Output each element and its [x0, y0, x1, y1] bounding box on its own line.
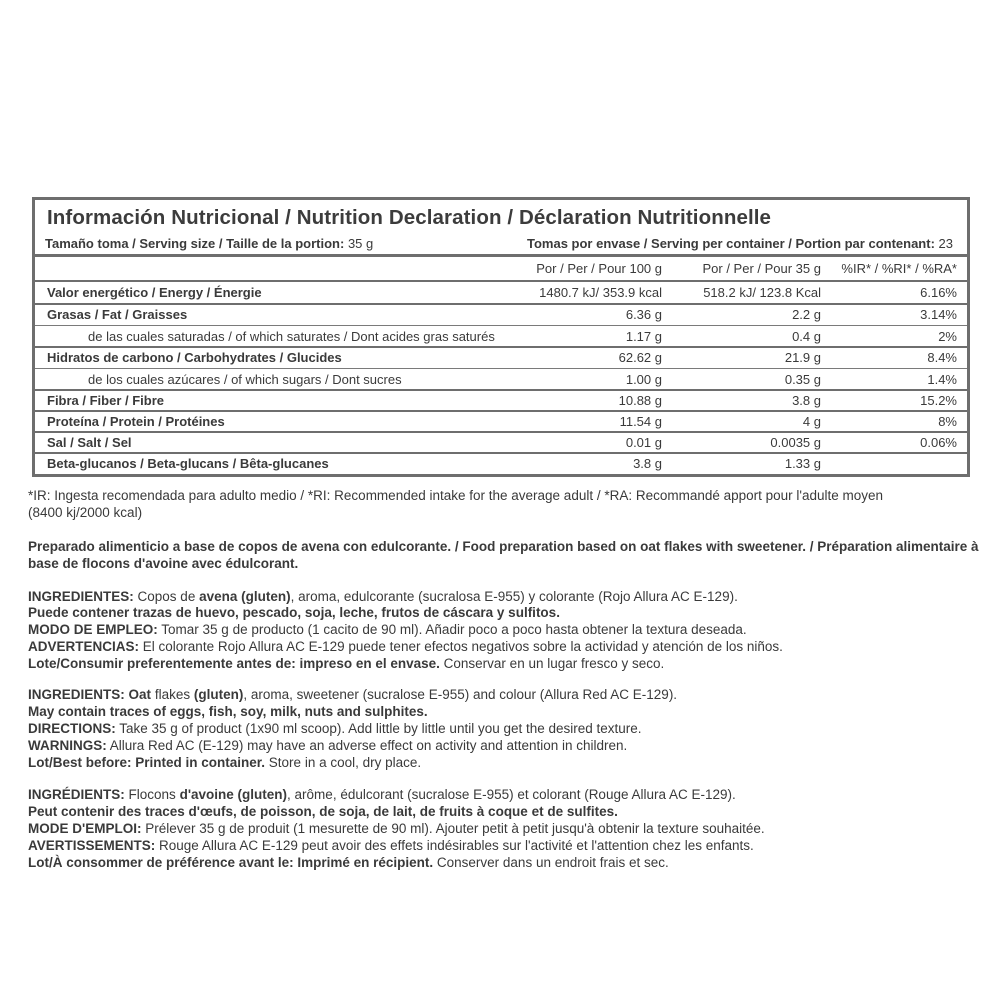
col-ri: %IR* / %RI* / %RA*: [841, 261, 957, 276]
per-100g-value: 11.54 g: [619, 414, 662, 429]
ri-value: 1.4%: [927, 372, 957, 387]
per-35g-value: 0.4 g: [792, 329, 821, 344]
es-ingredients-label: INGREDIENTES:: [28, 589, 134, 604]
row-label: Grasas / Fat / Graisses: [47, 307, 188, 322]
description-line-1: Preparado alimenticio a base de copos de avena con edulcorante. / Food preparation based on oat flakes with sweetener. / Préparation alimentaire à: [28, 539, 979, 554]
fr-allergens: Peut contenir des traces d'œufs, de poisson, de soja, de lait, de fruits à coque et de sulfites.: [28, 804, 618, 819]
header-rule: [35, 254, 967, 257]
per-100g-value: 10.88 g: [618, 393, 662, 408]
table-row: [35, 369, 967, 390]
ri-value: 2%: [938, 329, 957, 344]
footnote-line-2: (8400 kj/2000 kcal): [28, 505, 143, 520]
per-35g-value: 21.9 g: [784, 350, 821, 365]
table-row: [35, 326, 967, 347]
col-per-35g: Por / Per / Pour 35 g: [702, 261, 821, 276]
row-label: Proteína / Protein / Protéines: [47, 414, 225, 429]
row-label: Hidratos de carbono / Carbohydrates / Glucides: [47, 350, 342, 365]
panel-title: Información Nutricional / Nutrition Declaration / Déclaration Nutritionnelle: [47, 206, 772, 229]
ri-value: 8%: [938, 414, 957, 429]
ri-value: 3.14%: [920, 307, 957, 322]
footnote-line-1: *IR: Ingesta recomendada para adulto medio / *RI: Recommended intake for the average adult / *RA: Recommandé apport pour l'adulte moyen: [28, 488, 884, 503]
fr-lot: Lot/À consommer de préférence avant le: Imprimé en récipient. Conserver dans un endroit frais et sec.: [28, 855, 669, 870]
per-35g-value: 2.2 g: [792, 307, 821, 322]
serving-size: Tamaño toma / Serving size / Taille de la portion: 35 g: [45, 236, 374, 251]
fr-ingredients: INGRÉDIENTS: Flocons d'avoine (gluten), arôme, édulcorant (sucralose E-955) et colorant (Rouge Allura AC E-129).: [28, 787, 736, 802]
per-100g-value: 6.36 g: [625, 307, 662, 322]
row-label: Beta-glucanos / Beta-glucans / Bêta-glucanes: [47, 456, 329, 471]
es-lot: Lote/Consumir preferentemente antes de: impreso en el envase. Conservar en un lugar fresco y seco.: [28, 656, 665, 671]
per-35g-value: 1.33 g: [784, 456, 821, 471]
es-warnings: ADVERTENCIAS: El colorante Rojo Allura AC E-129 puede tener efectos negativos sobre la actividad y atención de los niños.: [28, 639, 783, 654]
en-warnings: WARNINGS: Allura Red AC (E-129) may have an adverse effect on activity and attention in children.: [28, 738, 628, 753]
per-100g-value: 0.01 g: [625, 435, 662, 450]
per-100g-value: 1480.7 kJ/ 353.9 kcal: [539, 285, 662, 300]
table-row: [35, 304, 967, 325]
per-100g-value: 1.17 g: [625, 329, 662, 344]
per-35g-value: 0.35 g: [784, 372, 821, 387]
per-35g-value: 3.8 g: [792, 393, 821, 408]
per-35g-value: 4 g: [802, 414, 821, 429]
per-100g-value: 3.8 g: [633, 456, 662, 471]
es-allergens: Puede contener trazas de huevo, pescado, soja, leche, frutos de cáscara y sulfitos.: [28, 605, 560, 620]
fr-directions: MODE D'EMPLOI: Prélever 35 g de produit (1 mesurette de 90 ml). Ajouter petit à petit jusqu'à obtenir la texture souhaitée.: [28, 821, 765, 836]
es-ingredients: INGREDIENTES: Copos de avena (gluten), aroma, edulcorante (sucralosa E-955) y colorante (Rojo Allura AC E-129).: [28, 589, 738, 604]
row-label: de los cuales azúcares / of which sugars / Dont sucres: [88, 372, 402, 387]
ri-value: 6.16%: [920, 285, 957, 300]
en-lot: Lot/Best before: Printed in container. Store in a cool, dry place.: [28, 755, 422, 770]
per-100g-value: 1.00 g: [625, 372, 662, 387]
per-35g-value: 0.0035 g: [770, 435, 821, 450]
col-per-100g: Por / Per / Pour 100 g: [536, 261, 662, 276]
row-label: Fibra / Fiber / Fibre: [47, 393, 165, 408]
table-row: [35, 432, 967, 453]
table-row: [35, 282, 967, 303]
ri-value: 8.4%: [927, 350, 957, 365]
description-line-2: base de flocons d'avoine avec édulcorant.: [28, 556, 299, 571]
nutrition-panel: [32, 197, 970, 477]
servings-per-container: Tomas por envase / Serving per container / Portion par contenant: 23: [527, 236, 953, 251]
row-label: de las cuales saturadas / of which saturates / Dont acides gras saturés: [88, 329, 495, 344]
column-header-row: [35, 258, 967, 279]
row-label: Valor energético / Energy / Énergie: [47, 285, 262, 300]
en-allergens: May contain traces of eggs, fish, soy, milk, nuts and sulphites.: [28, 704, 428, 719]
en-ingredients: INGREDIENTS: Oat flakes (gluten), aroma, sweetener (sucralose E-955) and colour (Allura Red AC E-129).: [28, 687, 678, 702]
row-label: Sal / Salt / Sel: [47, 435, 132, 450]
table-row: [35, 411, 967, 432]
es-directions: MODO DE EMPLEO: Tomar 35 g de producto (1 cacito de 90 ml). Añadir poco a poco hasta obtener la textura deseada.: [28, 622, 747, 637]
per-100g-value: 62.62 g: [618, 350, 662, 365]
table-row: [35, 390, 967, 411]
ri-value: 15.2%: [920, 393, 957, 408]
en-directions: DIRECTIONS: Take 35 g of product (1x90 ml scoop). Add little by little until you get the desired texture.: [28, 721, 642, 736]
per-35g-value: 518.2 kJ/ 123.8 Kcal: [703, 285, 821, 300]
table-row: [35, 347, 967, 368]
fr-warnings: AVERTISSEMENTS: Rouge Allura AC E-129 peut avoir des effets indésirables sur l'activité et l'attention chez les enfants.: [28, 838, 754, 853]
table-row: [35, 453, 967, 474]
ri-value: 0.06%: [920, 435, 957, 450]
